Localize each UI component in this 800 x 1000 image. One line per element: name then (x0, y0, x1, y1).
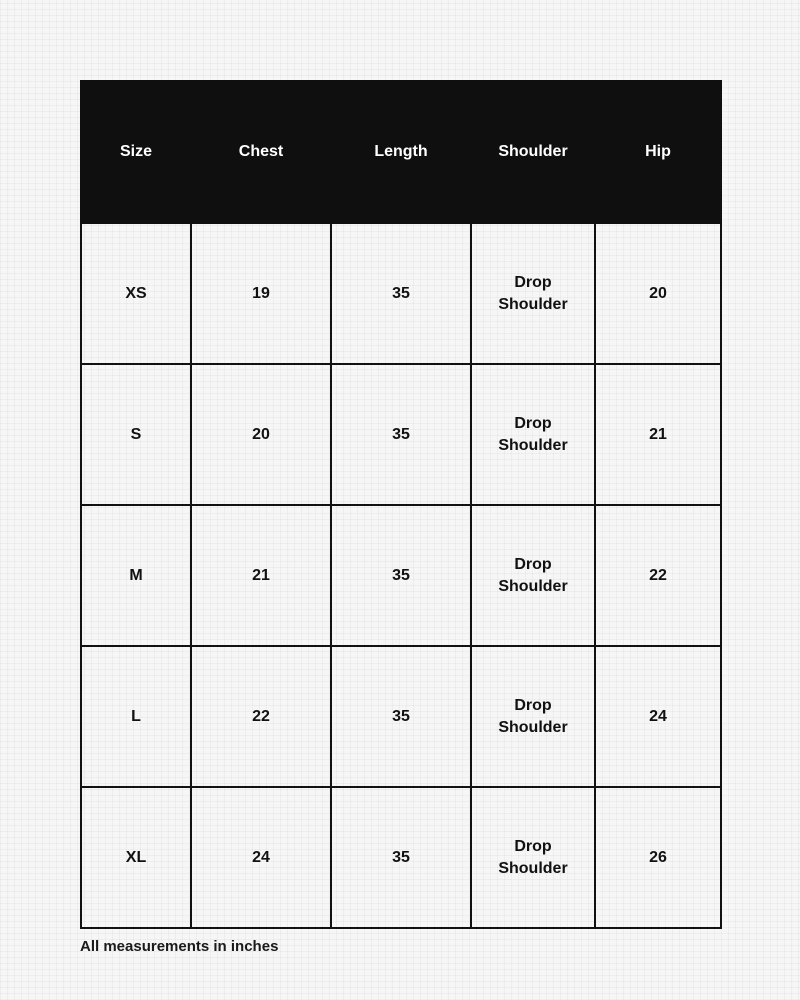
chest-cell: 21 (191, 505, 331, 646)
shoulder-line-2: Shoulder (498, 295, 568, 313)
hip-cell: 24 (595, 646, 721, 787)
chest-cell: 19 (191, 223, 331, 364)
table-header (81, 81, 721, 223)
size-cell: M (81, 505, 191, 646)
shoulder-line-1: Drop (514, 696, 552, 714)
length-cell: 35 (331, 505, 471, 646)
shoulder-line-2: Shoulder (498, 436, 568, 454)
shoulder-cell (471, 223, 595, 364)
size-chart-table (80, 80, 722, 929)
header-chest: Chest (191, 81, 331, 223)
shoulder-line-1: Drop (514, 273, 552, 291)
chest-cell: 22 (191, 646, 331, 787)
size-cell: L (81, 646, 191, 787)
shoulder-cell (471, 364, 595, 505)
shoulder-line-1: Drop (514, 555, 552, 573)
shoulder-line-1: Drop (514, 837, 552, 855)
length-cell: 35 (331, 787, 471, 928)
shoulder-cell (471, 646, 595, 787)
length-cell: 35 (331, 223, 471, 364)
hip-cell: 20 (595, 223, 721, 364)
shoulder-line-2: Shoulder (498, 718, 568, 736)
table-row (81, 505, 721, 646)
table-row (81, 646, 721, 787)
shoulder-line-2: Shoulder (498, 577, 568, 595)
size-cell: S (81, 364, 191, 505)
shoulder-line-2: Shoulder (498, 859, 568, 877)
size-cell: XL (81, 787, 191, 928)
hip-cell: 21 (595, 364, 721, 505)
shoulder-cell (471, 787, 595, 928)
table-body (81, 223, 721, 928)
header-length: Length (331, 81, 471, 223)
size-cell: XS (81, 223, 191, 364)
chest-cell: 20 (191, 364, 331, 505)
chest-cell: 24 (191, 787, 331, 928)
header-shoulder: Shoulder (471, 81, 595, 223)
hip-cell: 26 (595, 787, 721, 928)
table-row (81, 364, 721, 505)
header-size: Size (81, 81, 191, 223)
length-cell: 35 (331, 364, 471, 505)
table-row (81, 787, 721, 928)
header-hip: Hip (595, 81, 721, 223)
measurement-note: All measurements in inches (80, 938, 279, 955)
table-row (81, 223, 721, 364)
length-cell: 35 (331, 646, 471, 787)
shoulder-line-1: Drop (514, 414, 552, 432)
header-row (81, 81, 721, 223)
shoulder-cell (471, 505, 595, 646)
hip-cell: 22 (595, 505, 721, 646)
